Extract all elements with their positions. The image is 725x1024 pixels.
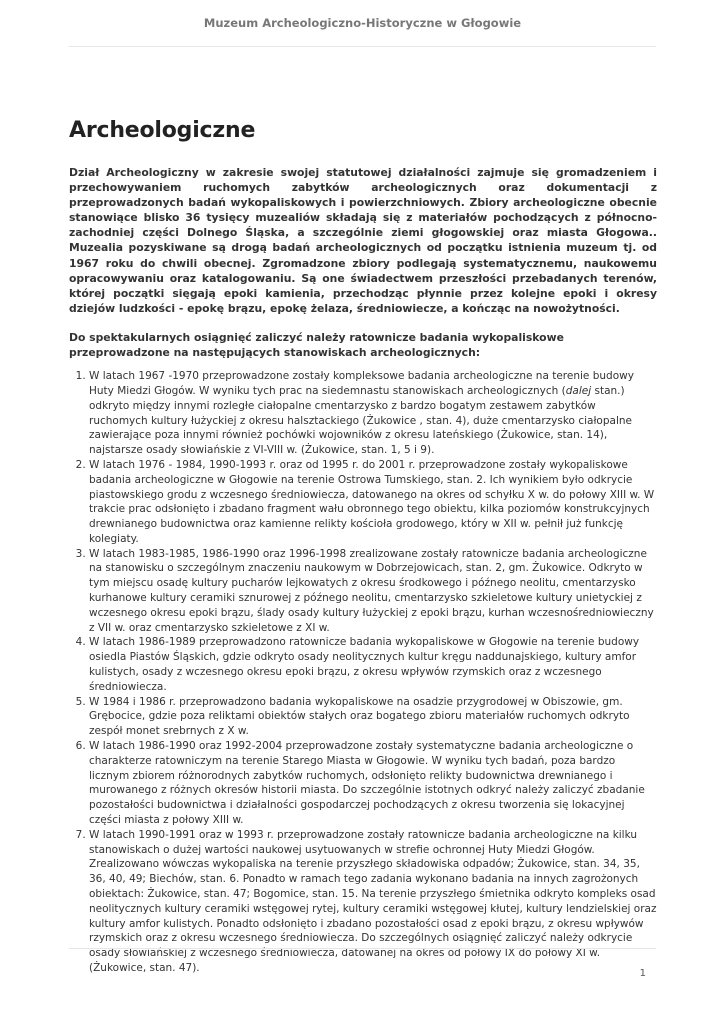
intro-paragraph: Dział Archeologiczny w zakresie swojej statutowej działalności zajmuje się gromadzeniem i przechowywaniem ruchomych zabytków archeologicznych oraz dokumentacji z przeprowadzonych badań wykopaliskowych i powierzchniowych. Zbiory archeologiczne obecnie stanowiące blisko 36 tysięcy muzealiów składają się z materiałów pochodzących z północno-zachodniej części Dolnego Śląska, a szczególnie ziemi głogowskiej oraz miasta Głogowa.. Muzealia pozyskiwane są drogą badań archeologicznych od początku istnienia muzeum tj. od 1967 roku do chwili obecnej. Zgromadzone zbiory podlegają systematycznemu, naukowemu opracowywaniu oraz katalogowaniu. Są one świadectwem przeszłości przebadanych terenów, której początki sięgają epoki kamienia, przechodząc płynnie przez kolejne epoki i okresy dziejów ludzkości - epokę brązu, epokę żelaza, średniowiecze, a kończąc na nowożytności. [69,166,657,315]
page-title: Archeologiczne [69,118,256,143]
list-item: 6. W latach 1986-1990 oraz 1992-2004 przeprowadzone zostały systematyczne badania archeologiczne o charakterze ratowniczym na terenie Starego Miasta w Głogowie. W wyniku tych badań, poza bardzo licznym zbiorem różnorodnych zabytków ruchomych, odsłonięto relikty budownictwa drewnianego i murowanego z różnych okresów historii miasta. Do szczególnie istotnych odkryć należy zaliczyć zbadanie pozostałości budownictwa i działalności gospodarczej pochodzących z okresu tworzenia się lokacyjnej części miasta z połowy XIII w. [89,739,657,828]
lead-paragraph: Do spektakularnych osiągnięć zaliczyć należy ratownicze badania wykopaliskowe przeprowadzone na następujących stanowiskach archeologicznych: [69,330,564,360]
document-body [69,118,657,976]
list-item: 2. W latach 1976 - 1984, 1990-1993 r. oraz od 1995 r. do 2001 r. przeprowadzone zostały wykopaliskowe badania archeologiczne w Głogowie na terenie Ostrowa Tumskiego, stan. 2. Ich wynikiem było odkrycie piastowskiego grodu z wczesnego średniowiecza, datowanego na okres od schyłku X w. do połowy XIII w. W trakcie prac odsłonięto i zbadano fragment wału obronnego tego obiektu, kilka poziomów konstrukcyjnych drewnianego budownictwa oraz kamienne relikty kościoła grodowego, który w XII w. pełnił już funkcję kolegiaty. [89,458,657,547]
list-item: 7. W latach 1990-1991 oraz w 1993 r. przeprowadzone zostały ratownicze badania archeologiczne na kilku stanowiskach o dużej wartości naukowej usytuowanych w strefie ochronnej Huty Miedzi Głogów. Zrealizowano wówczas wykopaliska na terenie przyszłego składowiska odpadów; Żukowice, stan. 34, 35, 36, 40, 49; Biechów, stan. 6. Ponadto w ramach tego zadania wykonano badania na innych zagrożonych obiektach: Żukowice, stan. 47; Bogomice, stan. 15. Na terenie przyszłego śmietnika odkryto kompleks osad neolitycznych kultury ceramiki wstęgowej rytej, kultury ceramiki wstęgowej kłutej, kultury lendzielskiej oraz kultury amfor kulistych. Ponadto odsłonięto i zbadano pozostałości osad z epoki brązu, z okresu wpływów rzymskich oraz z okresu wczesnego średniowiecza. Do szczególnych osiągnięć zaliczyć należy odkrycie osady słowiańskiej z wczesnego średniowiecza, datowanej na okres od połowy IX do połowy XI w. (Żukowice, stan. 47). [89,828,657,976]
list-item-text: W latach 1967 -1970 przeprowadzone zostały kompleksowe badania archeologiczne na terenie budowy Huty Miedzi Głogów. W wyniku tych prac na siedemnastu stanowiskach archeologicznych ( [89,370,634,397]
sites-list [69,369,657,976]
list-item: 3. W latach 1983-1985, 1986-1990 oraz 1996-1998 zrealizowane zostały ratownicze badania archeologiczne na stanowisku o szczególnym znaczeniu naukowym w Dobrzejowicach, stan. 2, gm. Żukowice. Odkryto w tym miejscu osadę kultury pucharów lejkowatych z okresu środkowego i późnego neolitu, cmentarzysko kurhanowe kultury ceramiki sznurowej z późnego neolitu, cmentarzysko szkieletowe kultury unietyckiej z wczesnego okresu epoki brązu, ślady osady kultury łużyckiej z epoki brązu, kurhan wczesnośredniowieczny z VII w. oraz cmentarzysko szkieletowe z XI w. [89,547,657,636]
list-item: 4. W latach 1986-1989 przeprowadzono ratownicze badania wykopaliskowe w Głogowie na terenie budowy osiedla Piastów Śląskich, gdzie odkryto osady neolitycznych kultur kręgu naddunajskiego, kultury amfor kulistych, osady z wczesnego okresu epoki brązu, z okresu wpływów rzymskich oraz z wczesnego średniowiecza. [89,635,657,694]
list-item-emphasis: dalej [565,384,592,397]
page-number: 1 [639,968,646,979]
header-divider [69,46,656,47]
footer-divider [69,948,656,949]
list-item-text: stan.) odkryto między innymi rozległe ciałopalne cmentarzysko z bardzo bogatym zestawem zabytków ruchomych kultury łużyckiej z okresu halsztackiego (Żukowice , stan. 4), duże cmentarzysko ciałopalne zawierające poza innymi również pochówki wojowników z okresu lateńskiego (Żukowice, stan. 14), najstarsze osady słowiańskie z VI-VIII w. (Żukowice, stan. 1, 5 i 9). [89,384,632,457]
list-item [89,369,657,458]
list-item: 5. W 1984 i 1986 r. przeprowadzono badania wykopaliskowe na osadzie przygrodowej w Obiszowie, gm. Grębocice, gdzie poza reliktami obiektów stałych oraz bogatego zbioru materiałów ruchomych odkryto zespół monet srebrnych z X w. [89,695,657,739]
document-header: Muzeum Archeologiczno-Historyczne w Głogowie [203,16,522,30]
